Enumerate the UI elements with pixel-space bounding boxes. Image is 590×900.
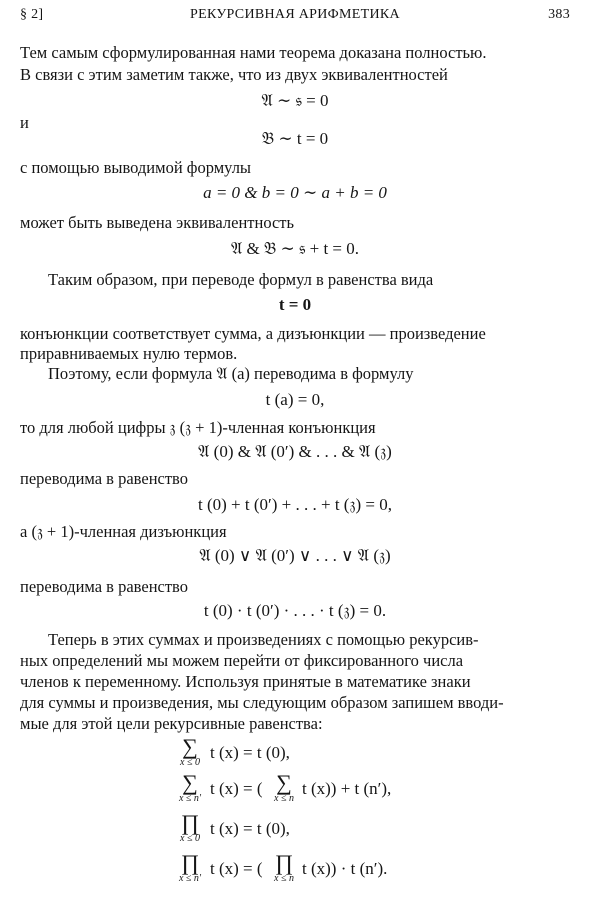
equation: 𝔄 (0) ∨ 𝔄 (0′) ∨ . . . ∨ 𝔄 (𝔷): [199, 546, 391, 565]
operator-subscript: x ≤ 0: [180, 757, 200, 768]
formula-tail: t (x)) · t (n′).: [302, 859, 388, 878]
outer-operator: [176, 772, 204, 804]
paragraph-line: а (𝔷 + 1)-членная дизъюнкция: [20, 522, 227, 541]
equation: 𝔄 ∼ 𝔰 = 0: [261, 91, 329, 110]
paragraph-line: конъюнкции соответствует сумма, а дизъюнкции — произведение: [20, 324, 486, 343]
operator-symbol: ∏: [180, 850, 200, 875]
equation: 𝔄 & 𝔅 ∼ 𝔰 + t = 0.: [230, 239, 360, 258]
operator-subscript: x ≤ n′: [178, 873, 202, 884]
paragraph-line: то для любой цифры 𝔷 (𝔷 + 1)-членная конъюнкция: [20, 418, 376, 437]
paragraph-line: может быть выведена эквивалентность: [20, 213, 295, 232]
inner-operator: [270, 852, 298, 884]
operator-subscript: x ≤ n: [274, 793, 294, 804]
operator-symbol: ∑: [182, 734, 198, 759]
equation: 𝔄 (0) & 𝔄 (0′) & . . . & 𝔄 (𝔷): [198, 442, 392, 461]
operator-symbol: ∑: [182, 770, 198, 795]
paragraph-line: Теперь в этих суммах и произведениях с помощью рекурсив-: [48, 630, 479, 649]
equation: a = 0 & b = 0 ∼ a + b = 0: [203, 183, 387, 202]
paragraph-line: Тем самым сформулированная нами теорема доказана полностью.: [20, 43, 487, 62]
paragraph-line: В связи с этим заметим также, что из двух эквивалентностей: [20, 65, 448, 84]
conjunction-word: и: [20, 113, 29, 132]
running-title: РЕКУРСИВНАЯ АРИФМЕТИКА: [190, 7, 400, 22]
inner-operator: [270, 772, 298, 804]
formula-tail: t (x)) + t (n′),: [302, 779, 392, 798]
formula-body: t (x) = (: [210, 859, 263, 878]
paragraph-line: Таким образом, при переводе формул в равенства вида: [48, 270, 434, 289]
formula-body: t (x) = t (0),: [210, 743, 290, 762]
outer-operator: [176, 852, 204, 884]
paragraph-line: приравниваемых нулю термов.: [20, 344, 238, 363]
outer-operator: [176, 736, 204, 768]
paragraph-line: членов к переменному. Используя принятые в математике знаки: [20, 672, 471, 691]
equation: t (0) · t (0′) · . . . · t (𝔷) = 0.: [203, 601, 387, 620]
section-marker: § 2]: [20, 7, 44, 22]
operator-symbol: ∑: [276, 770, 292, 795]
formula-body: t (x) = t (0),: [210, 819, 290, 838]
paragraph-line: переводима в равенство: [20, 469, 188, 488]
paragraph-line: Поэтому, если формула 𝔄 (a) переводима в формулу: [48, 364, 414, 383]
operator-subscript: x ≤ n: [274, 873, 294, 884]
operator-symbol: ∏: [180, 810, 200, 835]
equation: t (a) = 0,: [265, 390, 325, 409]
operator-subscript: x ≤ n′: [178, 793, 202, 804]
equation: t (0) + t (0′) + . . . + t (𝔷) = 0,: [198, 495, 392, 514]
paragraph-line: ных определений мы можем перейти от фиксированного числа: [20, 651, 464, 670]
equation: 𝔅 ∼ t = 0: [261, 129, 329, 148]
formula-body: t (x) = (: [210, 779, 263, 798]
equation: t = 0: [278, 295, 312, 314]
paragraph-line: переводима в равенство: [20, 577, 188, 596]
paragraph-line: с помощью выводимой формулы: [20, 158, 252, 177]
paragraph-line: мые для этой цели рекурсивные равенства:: [20, 714, 323, 733]
paragraph-line: для суммы и произведения, мы следующим образом запишем вводи-: [20, 693, 504, 712]
operator-symbol: ∏: [274, 850, 294, 875]
outer-operator: [176, 812, 204, 844]
operator-subscript: x ≤ 0: [180, 833, 200, 844]
page-number: 383: [548, 7, 570, 22]
